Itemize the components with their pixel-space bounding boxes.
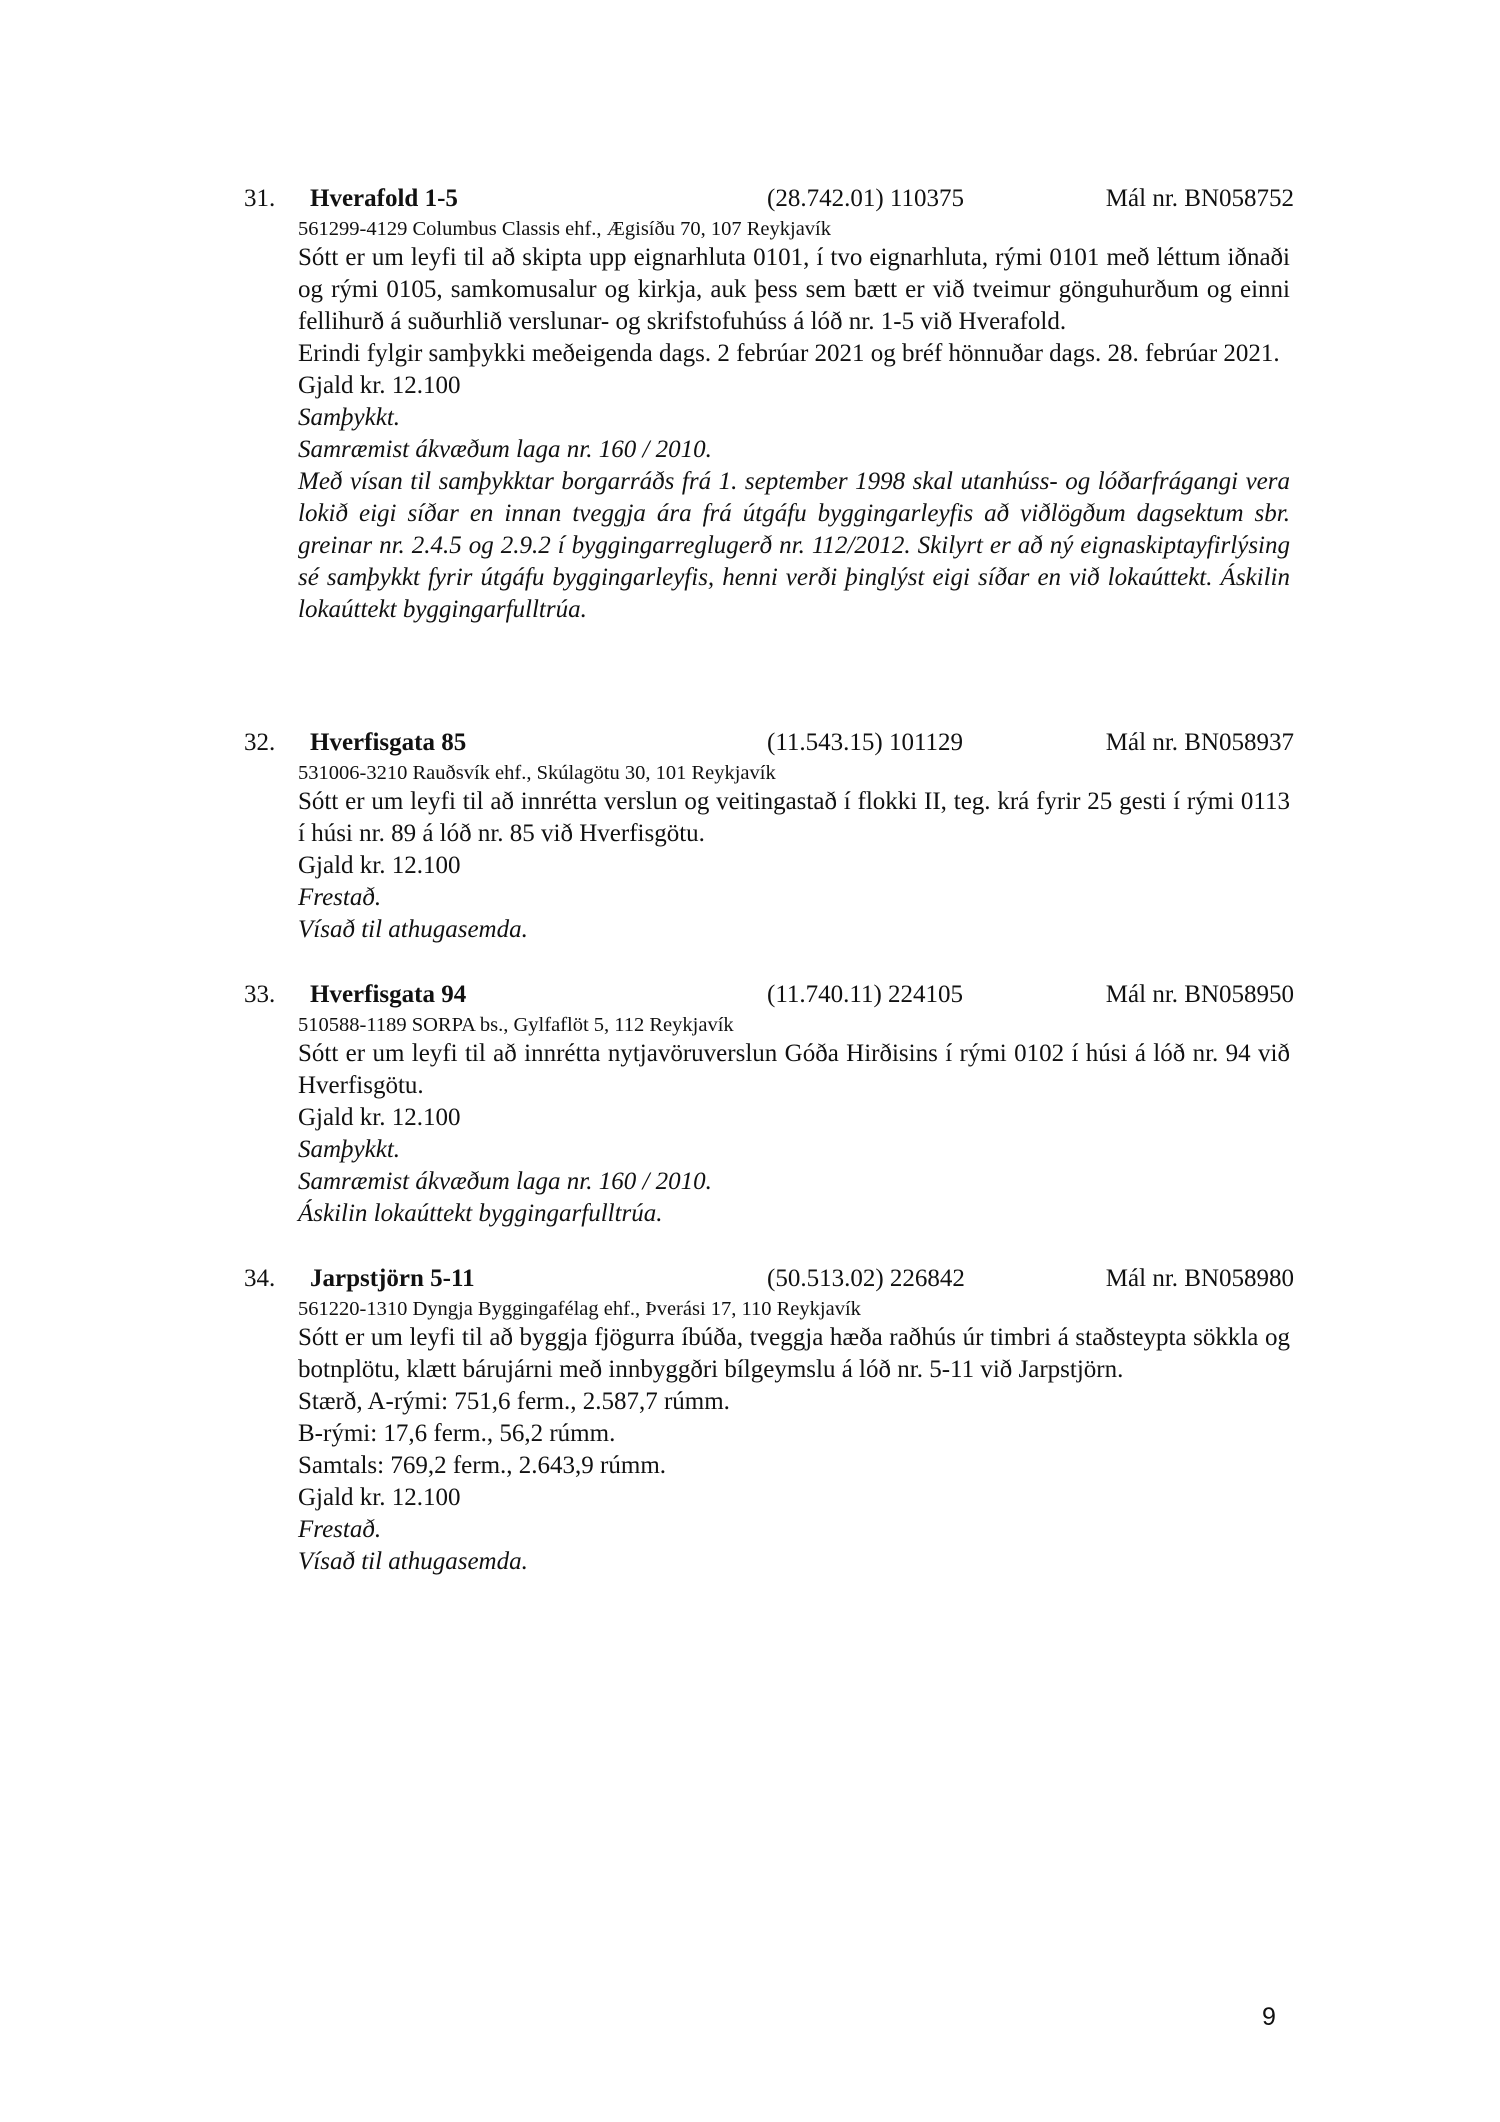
- entry-case-number: Mál nr. BN058980: [1105, 1265, 1294, 1292]
- entry-condition: Með vísan til samþykktar borgarráðs frá 1. september 1998 skal utanhúss- og lóðarfrágangi vera lokið eigi síðar en innan tveggja ára frá útgáfu byggingarleyfis að viðlögðum dagsektum sbr. greinar nr. 2.4.5 og 2.9.2 í byggingarreglugerð nr. 112/2012. Skilyrt er að ný eignaskiptayfirlýsing sé samþykkt fyrir útgáfu byggingarleyfis, henni verði þinglýst eigi síðar en við lokaúttekt. Áskilin lokaúttekt byggingarfulltrúa.: [298, 468, 1290, 623]
- entry-header: [244, 182, 1294, 216]
- entry-body: [298, 216, 1290, 626]
- entry-title: Jarpstjörn 5-11: [310, 1265, 475, 1292]
- entry-header: [244, 726, 1294, 760]
- entry-number: 33.: [244, 981, 276, 1008]
- entry-attachment: Erindi fylgir samþykki meðeigenda dags. 2 febrúar 2021 og bréf hönnuðar dags. 28. febrúar 2021.: [298, 340, 1280, 367]
- entry-note: Vísað til athugasemda.: [298, 1548, 528, 1575]
- entry-fee: Gjald kr. 12.100: [298, 852, 461, 879]
- entry-number: 32.: [244, 729, 276, 756]
- entry-reference: (28.742.01) 110375: [767, 185, 964, 212]
- entry-case-number: Mál nr. BN058752: [1105, 185, 1294, 212]
- entry-description: Sótt er um leyfi til að innrétta nytjavöruverslun Góða Hirðisins í rými 0102 í húsi á lóð nr. 94 við Hverfisgötu.: [298, 1040, 1290, 1099]
- entry-number: 31.: [244, 185, 276, 212]
- entry-title: Hverfisgata 85: [310, 729, 467, 756]
- entry-applicant: 561299-4129 Columbus Classis ehf., Ægisíðu 70, 107 Reykjavík: [298, 218, 831, 240]
- entry-law: Samræmist ákvæðum laga nr. 160 / 2010.: [298, 1168, 712, 1195]
- entry-note: Áskilin lokaúttekt byggingarfulltrúa.: [298, 1200, 663, 1227]
- entry-body: [298, 760, 1290, 946]
- entry-description: Sótt er um leyfi til að skipta upp eignarhluta 0101, í tvo eignarhluta, rými 0101 með léttum iðnaði og rými 0105, samkomusalur og kirkja, auk þess sem bætt er við tveimur gönguhurðum og einni fellihurð á suðurhlið verslunar- og skrifstofuhúss á lóð nr. 1-5 við Hverafold.: [298, 244, 1290, 335]
- entry-applicant: 561220-1310 Dyngja Byggingafélag ehf., Þverási 17, 110 Reykjavík: [298, 1298, 861, 1320]
- entry-decision: Frestað.: [298, 1516, 382, 1543]
- entry-reference: (11.740.11) 224105: [767, 981, 964, 1008]
- entry-applicant: 510588-1189 SORPA bs., Gylfaflöt 5, 112 Reykjavík: [298, 1014, 734, 1036]
- entry-size-total: Samtals: 769,2 ferm., 2.643,9 rúmm.: [298, 1452, 667, 1479]
- entry-title: Hverfisgata 94: [310, 981, 467, 1008]
- entry-title: Hverafold 1-5: [310, 185, 458, 212]
- entry-body: [298, 1012, 1290, 1230]
- entry-reference: (50.513.02) 226842: [767, 1265, 965, 1292]
- entry-fee: Gjald kr. 12.100: [298, 372, 461, 399]
- entry-note: Vísað til athugasemda.: [298, 916, 528, 943]
- entry-number: 34.: [244, 1265, 276, 1292]
- case-entry: [244, 726, 1294, 946]
- entry-case-number: Mál nr. BN058950: [1105, 981, 1294, 1008]
- entry-fee: Gjald kr. 12.100: [298, 1484, 461, 1511]
- case-entry: [244, 978, 1294, 1230]
- case-entry: [244, 182, 1294, 626]
- entry-header: [244, 1262, 1294, 1296]
- entry-applicant: 531006-3210 Rauðsvík ehf., Skúlagötu 30, 101 Reykjavík: [298, 762, 776, 784]
- entry-header: [244, 978, 1294, 1012]
- entry-decision: Frestað.: [298, 884, 382, 911]
- page-number: 9: [1262, 2003, 1276, 2031]
- entry-decision: Samþykkt.: [298, 1136, 401, 1163]
- case-entry: [244, 1262, 1294, 1578]
- entry-fee: Gjald kr. 12.100: [298, 1104, 461, 1131]
- entry-size-b: B-rými: 17,6 ferm., 56,2 rúmm.: [298, 1420, 616, 1447]
- entry-body: [298, 1296, 1290, 1578]
- entry-decision: Samþykkt.: [298, 404, 401, 431]
- entry-case-number: Mál nr. BN058937: [1105, 729, 1294, 756]
- entry-description: Sótt er um leyfi til að innrétta verslun og veitingastað í flokki II, teg. krá fyrir 25 gesti í rými 0113 í húsi nr. 89 á lóð nr. 85 við Hverfisgötu.: [298, 788, 1290, 847]
- entry-size-a: Stærð, A-rými: 751,6 ferm., 2.587,7 rúmm.: [298, 1388, 730, 1415]
- entry-law: Samræmist ákvæðum laga nr. 160 / 2010.: [298, 436, 712, 463]
- entry-reference: (11.543.15) 101129: [767, 729, 964, 756]
- entry-description: Sótt er um leyfi til að byggja fjögurra íbúða, tveggja hæða raðhús úr timbri á staðsteypta sökkla og botnplötu, klætt bárujárni með innbyggðri bílgeymslu á lóð nr. 5-11 við Jarpstjörn.: [298, 1324, 1290, 1383]
